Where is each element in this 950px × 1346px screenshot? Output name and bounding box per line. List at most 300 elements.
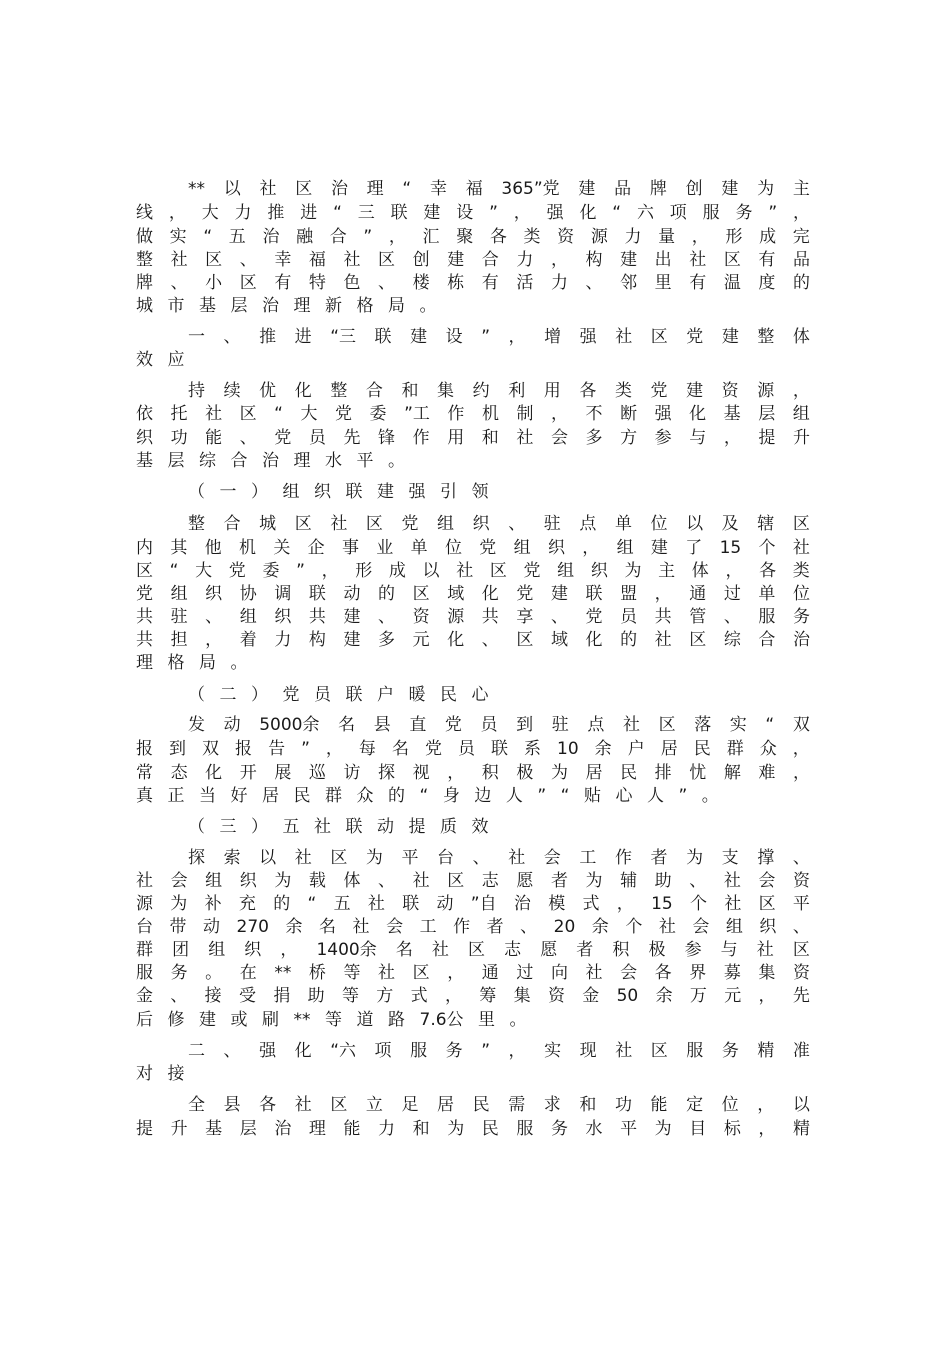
text-token: 大	[201, 203, 219, 223]
text-token: 为	[757, 179, 775, 199]
text-token: 织	[590, 561, 608, 581]
text-token: 社	[516, 428, 534, 448]
text-token: 、	[223, 1041, 241, 1061]
text-token: “	[612, 203, 622, 223]
text-token: 余	[655, 986, 673, 1006]
text-token: 金	[136, 986, 153, 1006]
text-token: 作	[614, 848, 632, 868]
text-token: 与	[689, 428, 707, 448]
text-token: 居	[585, 763, 603, 783]
text-token: 为	[365, 848, 383, 868]
text-token: 捐	[273, 986, 291, 1006]
text-token: 合	[223, 514, 241, 534]
text-token: 建	[343, 630, 361, 650]
intro-line	[136, 249, 810, 272]
text-token: ”自	[470, 894, 497, 914]
text-token: 区	[365, 514, 383, 534]
text-token: 续	[223, 381, 241, 401]
text-token: 和	[412, 1119, 430, 1139]
text-token: 群	[726, 739, 744, 759]
text-token: 5000余	[259, 715, 320, 735]
text-token: 区	[489, 561, 507, 581]
text-token: 驻	[543, 514, 561, 534]
text-token: 联	[390, 203, 408, 223]
text-token: 团	[172, 940, 190, 960]
text-token: 出	[654, 250, 672, 270]
text-token: ）	[251, 482, 268, 502]
text-token: 位	[792, 584, 810, 604]
text-token: 巡	[308, 763, 326, 783]
text-token: 有	[274, 273, 292, 293]
text-token: 力	[274, 630, 292, 650]
text-token: 单	[410, 538, 428, 558]
text-token: ，	[616, 894, 634, 914]
text-token: 落	[694, 715, 712, 735]
text-token: 社	[205, 404, 223, 424]
text-token: 员	[457, 739, 475, 759]
text-token: 求	[543, 1095, 561, 1115]
text-token: 员	[480, 715, 498, 735]
text-token: 一	[188, 327, 205, 347]
text-token: 内	[136, 538, 153, 558]
text-token: 合	[758, 630, 776, 650]
text-token: 15	[719, 538, 742, 558]
text-token: 局	[199, 653, 216, 673]
text-token: 区	[205, 250, 223, 270]
text-token: 福	[308, 250, 326, 270]
text-token: 民	[620, 763, 638, 783]
text-token: 与	[720, 940, 738, 960]
text-token: 着	[239, 630, 257, 650]
text-token: 推	[259, 327, 277, 347]
text-token: 完	[792, 227, 810, 247]
text-token: 小	[205, 273, 223, 293]
text-token: 组	[239, 607, 257, 627]
text-token: 、	[481, 630, 499, 650]
text-token: ”	[768, 203, 778, 223]
text-token: 社	[367, 894, 385, 914]
text-token: ，	[757, 1095, 775, 1115]
text-token: 探	[188, 848, 205, 868]
text-token: 联	[308, 584, 326, 604]
text-token: 组	[208, 940, 226, 960]
text-token: 社	[622, 715, 640, 735]
text-token: 者	[650, 848, 668, 868]
text-token: 户	[377, 685, 394, 705]
text-token: 。	[205, 963, 223, 983]
body-line	[136, 785, 810, 808]
text-token: 党	[444, 715, 462, 735]
text-token: 及	[721, 514, 739, 534]
text-token: 区	[378, 250, 396, 270]
text-token: 、	[205, 607, 223, 627]
text-token: 后	[136, 1010, 153, 1030]
text-token: ，	[205, 630, 223, 650]
text-token: 有	[481, 273, 499, 293]
text-token: 类	[792, 561, 810, 581]
body-line	[136, 962, 810, 985]
text-token: 综	[199, 451, 216, 471]
text-token: 社	[294, 1095, 312, 1115]
text-token: 组	[616, 538, 634, 558]
text-token: 365”党	[501, 179, 560, 199]
text-token: ”	[296, 561, 305, 581]
text-token: 社	[330, 514, 348, 534]
text-token: 组	[725, 917, 743, 937]
text-token: 服	[136, 963, 153, 983]
text-token: 织	[274, 607, 292, 627]
text-token: 二	[219, 685, 237, 705]
text-token: 忧	[689, 763, 707, 783]
text-token: 提	[136, 1119, 153, 1139]
text-token: 区	[758, 894, 776, 914]
text-token: 共	[654, 607, 672, 627]
text-token: 服	[686, 1041, 704, 1061]
text-token: 层	[758, 404, 776, 424]
text-token: 开	[239, 763, 257, 783]
text-token: 、	[170, 986, 188, 1006]
text-token: ”	[301, 739, 310, 759]
text-token: 区	[330, 1095, 348, 1115]
text-token: 位	[650, 514, 668, 534]
text-token: 筹	[479, 986, 497, 1006]
text-token: 区	[294, 514, 312, 534]
body-line	[136, 762, 810, 785]
text-token: ，	[513, 203, 531, 223]
text-token: 辅	[620, 871, 638, 891]
text-token: 强	[654, 404, 672, 424]
subsection-heading	[188, 481, 862, 504]
text-token: 建	[199, 1010, 216, 1030]
text-token: 足	[401, 1095, 419, 1115]
text-token: 会	[692, 917, 710, 937]
text-token: 区	[658, 715, 676, 735]
text-token: 有	[758, 250, 776, 270]
text-token: 态	[170, 763, 188, 783]
text-token: 化	[579, 203, 597, 223]
text-token: 社	[352, 917, 370, 937]
text-token: 索	[223, 848, 241, 868]
text-token: 建	[650, 538, 668, 558]
text-token: ，	[758, 1119, 776, 1139]
text-token: 当	[199, 786, 216, 806]
text-token: 基	[136, 451, 153, 471]
text-token: 式	[410, 986, 428, 1006]
text-token: 现	[579, 1041, 597, 1061]
text-token: 为	[170, 894, 188, 914]
text-token: 力	[234, 203, 252, 223]
text-token: 县	[223, 1095, 241, 1115]
text-token: 发	[188, 715, 205, 735]
text-token: 个	[690, 894, 708, 914]
text-token: ，	[551, 404, 568, 424]
body-line	[136, 870, 810, 893]
text-token: 业	[376, 538, 394, 558]
text-token: 党	[136, 584, 153, 604]
text-token: 治	[513, 894, 531, 914]
text-token: **	[188, 179, 205, 199]
text-token: 能	[205, 428, 223, 448]
text-token: 联	[374, 327, 392, 347]
text-token: 通	[689, 584, 707, 604]
text-token: 心	[615, 786, 633, 806]
text-token: 每	[358, 739, 376, 759]
text-token: 理	[308, 1119, 326, 1139]
text-token: 金	[582, 986, 600, 1006]
text-token: 区	[689, 630, 707, 650]
text-token: 余	[591, 917, 609, 937]
text-token: 会	[758, 871, 776, 891]
text-token: 模	[548, 894, 566, 914]
text-token: 工	[579, 848, 597, 868]
text-token: 功	[614, 1095, 632, 1115]
text-token: 名	[395, 940, 413, 960]
text-token: 先	[792, 986, 810, 1006]
text-token: 设	[456, 203, 474, 223]
text-token: 水	[585, 1119, 603, 1139]
text-token: 参	[654, 428, 672, 448]
text-token: 建	[550, 584, 568, 604]
text-token: 量	[658, 227, 676, 247]
text-token: 、	[378, 871, 396, 891]
text-token: ，	[725, 561, 743, 581]
section-heading	[188, 326, 810, 349]
text-token: ，	[447, 763, 465, 783]
text-token: 线	[136, 203, 153, 223]
text-token: 的	[378, 584, 396, 604]
text-token: 众	[759, 739, 777, 759]
text-token: 社	[792, 538, 810, 558]
text-token: 积	[612, 940, 630, 960]
text-token: 区	[650, 1041, 668, 1061]
text-token: 进	[300, 203, 318, 223]
text-token: 制	[516, 404, 534, 424]
text-token: 社	[689, 250, 707, 270]
text-token: ，	[444, 986, 462, 1006]
text-token: 定	[686, 1095, 704, 1115]
text-token: 强	[546, 203, 564, 223]
text-token: 区	[136, 561, 153, 581]
text-token: 整	[136, 250, 153, 270]
text-token: 位	[721, 1095, 739, 1115]
text-token: 者	[576, 940, 594, 960]
text-token: 对	[136, 1064, 153, 1084]
text-token: 方	[376, 986, 394, 1006]
intro-line	[136, 295, 810, 318]
text-token: 新	[325, 296, 342, 316]
text-token: 增	[544, 327, 562, 347]
subsection-heading	[188, 816, 862, 839]
intro-line	[136, 226, 810, 249]
text-token: 实	[729, 715, 747, 735]
text-token: 等	[341, 986, 359, 1006]
text-token: 会	[170, 871, 188, 891]
text-token: 资	[792, 871, 810, 891]
text-token: 党	[479, 538, 497, 558]
text-token: 化	[481, 584, 499, 604]
text-token: 直	[409, 715, 427, 735]
text-token: 。	[230, 653, 248, 673]
text-token: 平	[356, 451, 374, 471]
text-token: 居	[437, 1095, 455, 1115]
text-token: 访	[343, 763, 361, 783]
text-token: 到	[516, 715, 534, 735]
text-token: 为	[550, 763, 568, 783]
text-token: 、	[550, 607, 568, 627]
text-token: 合	[481, 250, 499, 270]
text-token: 治	[262, 296, 279, 316]
text-token: 织	[205, 584, 223, 604]
text-token: 力	[624, 227, 642, 247]
text-token: ”	[489, 203, 498, 223]
text-token: 带	[169, 917, 187, 937]
text-token: 好	[230, 786, 248, 806]
body-line	[188, 714, 810, 737]
text-token: 50	[616, 986, 639, 1006]
text-token: 效	[136, 350, 153, 370]
text-token: 工	[419, 917, 437, 937]
text-token: 常	[136, 763, 153, 783]
intro-line	[188, 178, 810, 201]
text-token: 务	[445, 1041, 463, 1061]
text-token: 、	[378, 273, 396, 293]
text-token: 向	[550, 963, 568, 983]
text-token: 点	[579, 514, 597, 534]
text-token: 共	[136, 607, 153, 627]
text-token: 党	[686, 327, 704, 347]
text-token: 牌	[136, 273, 153, 293]
text-token: 织	[136, 428, 153, 448]
text-token: 社	[508, 848, 526, 868]
text-token: 利	[508, 381, 526, 401]
text-token: 优	[259, 381, 277, 401]
text-token: 六	[636, 203, 654, 223]
text-token: 邻	[620, 273, 638, 293]
text-token: 的	[792, 273, 810, 293]
text-token: ”	[537, 786, 547, 806]
text-token: 织	[314, 482, 331, 502]
text-token: ，	[388, 227, 406, 247]
text-token: （	[188, 685, 205, 705]
text-token: “六	[330, 1041, 356, 1061]
text-token: 二	[188, 1041, 205, 1061]
text-token: “	[333, 203, 342, 223]
text-token: 幸	[429, 179, 447, 199]
text-token: 过	[723, 584, 741, 604]
text-token: 目	[689, 1119, 707, 1139]
text-token: ”工	[404, 404, 430, 424]
body-line	[188, 380, 810, 403]
text-token: 治	[792, 630, 810, 650]
text-token: 真	[136, 786, 153, 806]
text-token: 盟	[620, 584, 638, 604]
text-token: 区	[447, 871, 465, 891]
text-token: 理	[293, 296, 311, 316]
text-token: 度	[758, 273, 776, 293]
text-token: 以	[223, 179, 241, 199]
text-token: ，	[723, 428, 741, 448]
text-token: 各	[759, 561, 777, 581]
text-token: 、	[520, 917, 538, 937]
text-token: 资	[557, 227, 575, 247]
text-token: 能	[650, 1095, 668, 1115]
text-token: 余	[285, 917, 303, 937]
text-token: 需	[508, 1095, 526, 1115]
text-token: 多	[378, 630, 396, 650]
text-token: 社	[314, 817, 331, 837]
text-token: 展	[274, 763, 292, 783]
text-token: 、	[378, 607, 396, 627]
text-token: 项	[374, 1041, 392, 1061]
text-token: 、	[508, 514, 526, 534]
text-token: 、	[170, 273, 188, 293]
text-token: 做	[136, 227, 153, 247]
text-token: 温	[723, 273, 741, 293]
text-token: 效	[471, 817, 489, 837]
text-token: ”	[678, 786, 688, 806]
text-token: 提	[408, 817, 426, 837]
text-token: 组	[170, 584, 188, 604]
text-token: “	[402, 179, 412, 199]
text-token: 以	[792, 1095, 810, 1115]
text-token: 和	[401, 381, 419, 401]
text-token: 建	[721, 179, 739, 199]
text-token: 心	[471, 685, 489, 705]
text-token: 边	[474, 786, 492, 806]
text-token: “	[307, 894, 317, 914]
text-token: 基	[205, 1119, 223, 1139]
text-token: ，	[508, 327, 526, 347]
text-token: 以	[686, 514, 704, 534]
text-token: 社	[431, 940, 449, 960]
text-token: 务	[735, 203, 753, 223]
text-token: ，	[792, 763, 810, 783]
text-token: 10	[557, 739, 579, 759]
text-token: 助	[307, 986, 325, 1006]
text-token: 社	[136, 871, 153, 891]
text-token: 双	[792, 715, 810, 735]
text-token: 、	[792, 917, 810, 937]
text-token: 托	[170, 404, 188, 424]
text-token: 补	[204, 894, 222, 914]
text-token: 进	[294, 327, 312, 347]
text-token: 项	[669, 203, 687, 223]
text-token: 品	[792, 250, 810, 270]
text-token: 人	[646, 786, 664, 806]
text-token: 位	[444, 538, 462, 558]
text-token: 组	[557, 561, 575, 581]
text-token: 组	[792, 404, 810, 424]
text-token: 会	[550, 428, 568, 448]
text-token: 治	[262, 451, 279, 471]
text-token: 平	[401, 848, 419, 868]
text-token: 社	[615, 1041, 633, 1061]
text-token: 幸	[274, 250, 292, 270]
text-token: 三	[357, 203, 375, 223]
text-token: 织	[759, 917, 777, 937]
text-token: 万	[689, 986, 707, 1006]
text-token: 集	[513, 986, 531, 1006]
text-token: 民	[440, 685, 457, 705]
body-line	[136, 985, 810, 1008]
text-token: （	[188, 482, 205, 502]
body-line	[136, 939, 810, 962]
text-token: 受	[238, 986, 256, 1006]
text-token: 关	[273, 538, 291, 558]
text-token: 调	[274, 584, 292, 604]
text-token: 接	[204, 986, 222, 1006]
text-token: 基	[199, 296, 216, 316]
